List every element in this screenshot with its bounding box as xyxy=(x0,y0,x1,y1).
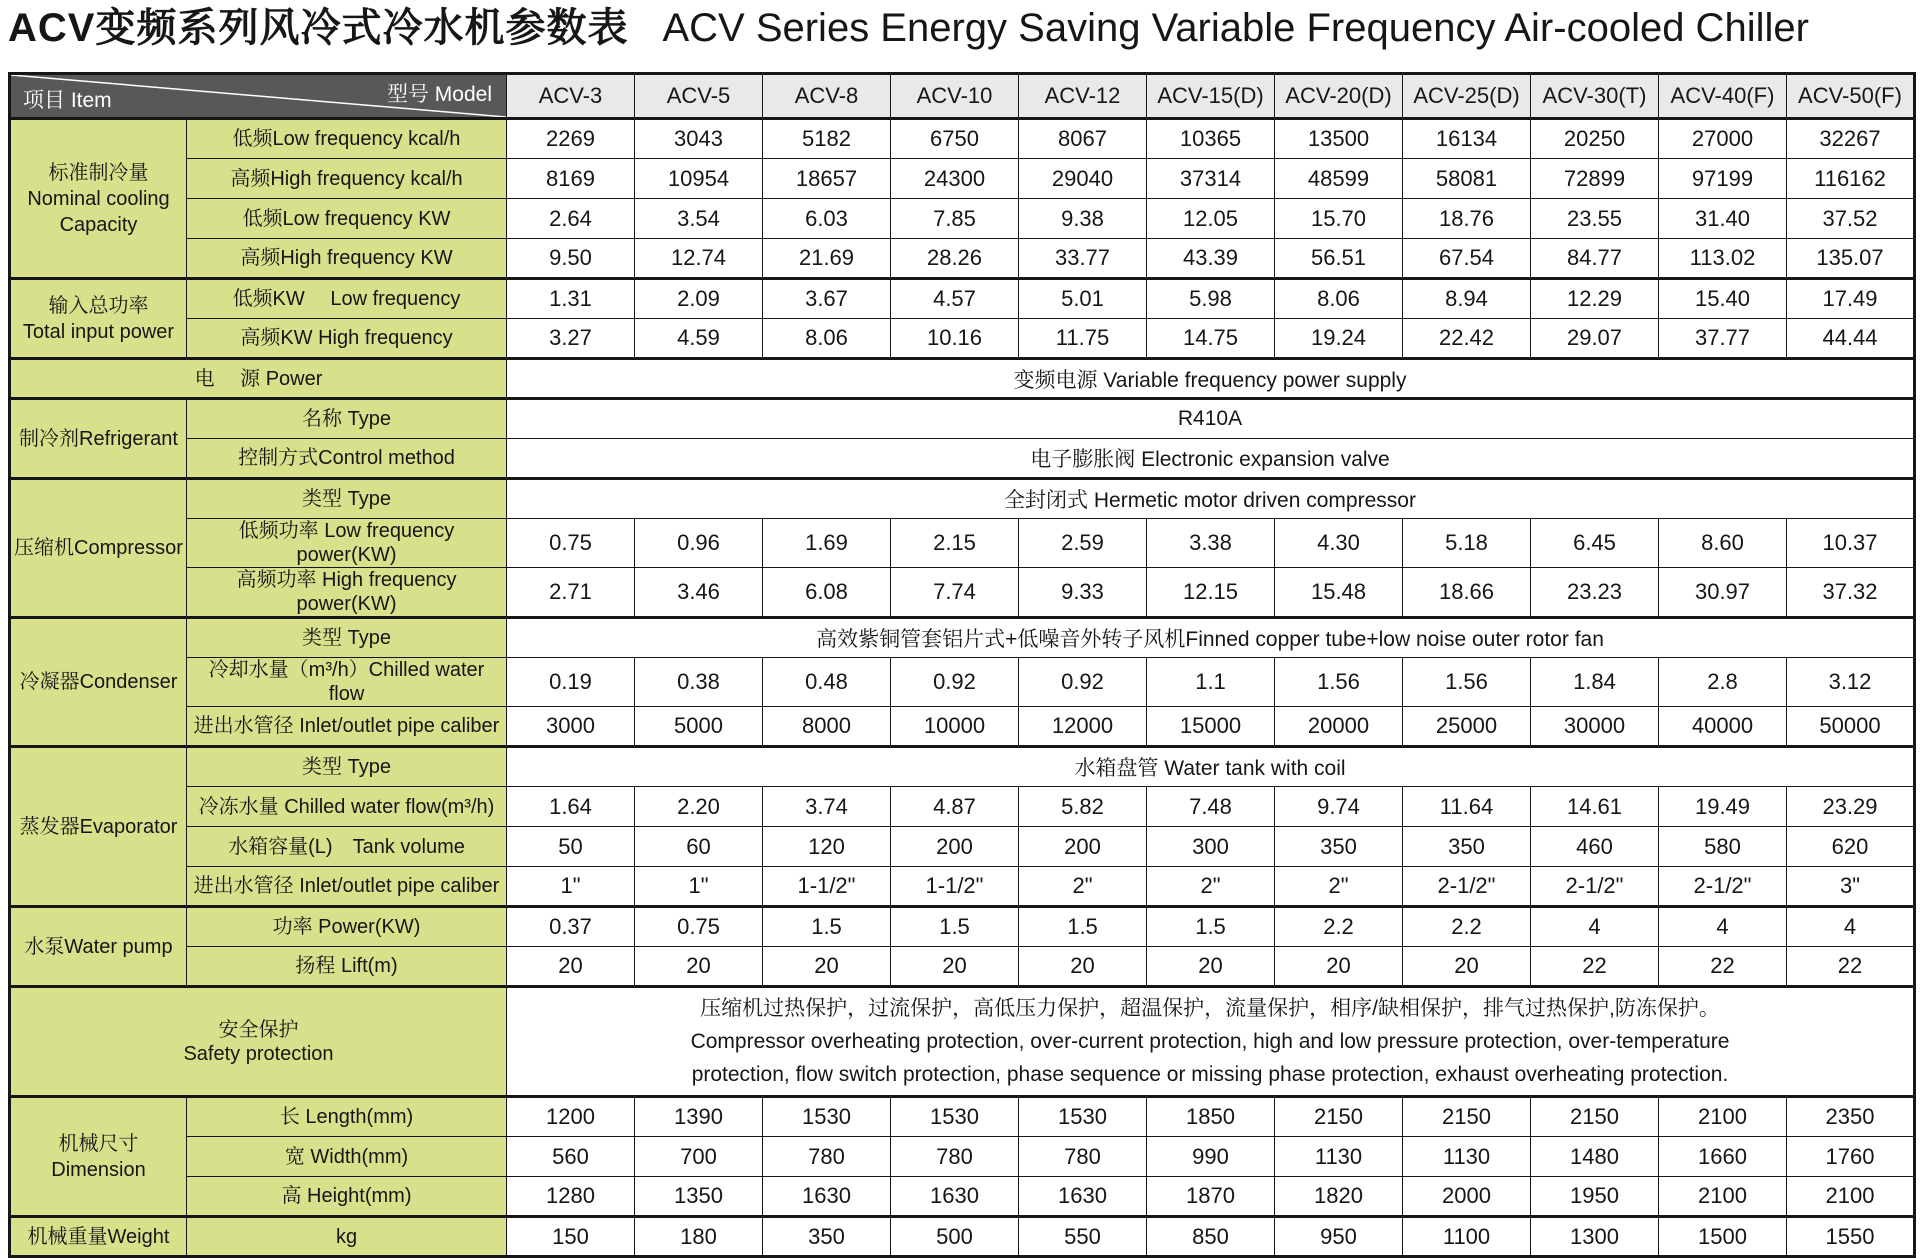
value-cell: 13500 xyxy=(1275,119,1403,159)
value-cell: 135.07 xyxy=(1787,239,1915,279)
value-cell: 1350 xyxy=(635,1177,763,1217)
value-cell: 16134 xyxy=(1403,119,1531,159)
model-header-cell: ACV-8 xyxy=(763,74,891,119)
value-cell: 500 xyxy=(891,1217,1019,1257)
value-cell: 2.59 xyxy=(1019,519,1147,568)
value-cell: 2150 xyxy=(1403,1097,1531,1137)
value-cell: 6.03 xyxy=(763,199,891,239)
value-cell: 23.29 xyxy=(1787,787,1915,827)
value-cell: 3.46 xyxy=(635,568,763,618)
value-cell: 9.38 xyxy=(1019,199,1147,239)
value-cell: 10000 xyxy=(891,707,1019,747)
value-cell: 4 xyxy=(1787,907,1915,947)
value-cell: 22 xyxy=(1531,947,1659,987)
merged-value-cell: 变频电源 Variable frequency power supply xyxy=(507,359,1915,399)
value-cell: 780 xyxy=(1019,1137,1147,1177)
table-row xyxy=(10,1177,1915,1217)
row-label-cell: 进出水管径 Inlet/outlet pipe caliber xyxy=(187,707,507,747)
value-cell: 700 xyxy=(635,1137,763,1177)
value-cell: 1-1/2" xyxy=(763,867,891,907)
merged-value-cell: 水箱盘管 Water tank with coil xyxy=(507,747,1915,787)
value-cell: 2.2 xyxy=(1275,907,1403,947)
table-row xyxy=(10,827,1915,867)
value-cell: 20 xyxy=(1147,947,1275,987)
value-cell: 5.01 xyxy=(1019,279,1147,319)
value-cell: 1630 xyxy=(1019,1177,1147,1217)
table-row xyxy=(10,1097,1915,1137)
row-label-cell: 高频High frequency KW xyxy=(187,239,507,279)
value-cell: 2.09 xyxy=(635,279,763,319)
group-label-cell: 制冷剂Refrigerant xyxy=(10,399,187,479)
group-label-cell: 冷凝器Condenser xyxy=(10,618,187,747)
value-cell: 8.94 xyxy=(1403,279,1531,319)
value-cell: 2-1/2" xyxy=(1531,867,1659,907)
value-cell: 2100 xyxy=(1787,1177,1915,1217)
value-cell: 25000 xyxy=(1403,707,1531,747)
value-cell: 350 xyxy=(1403,827,1531,867)
table-row xyxy=(10,199,1915,239)
group-label-cell: 水泵Water pump xyxy=(10,907,187,987)
value-cell: 50 xyxy=(507,827,635,867)
spec-table xyxy=(8,72,1916,1258)
row-label-cell: 功率 Power(KW) xyxy=(187,907,507,947)
row-label-cell: 进出水管径 Inlet/outlet pipe caliber xyxy=(187,867,507,907)
table-row xyxy=(10,658,1915,707)
value-cell: 20 xyxy=(891,947,1019,987)
value-cell: 2150 xyxy=(1275,1097,1403,1137)
value-cell: 72899 xyxy=(1531,159,1659,199)
table-row xyxy=(10,867,1915,907)
model-header-cell: ACV-25(D) xyxy=(1403,74,1531,119)
value-cell: 32267 xyxy=(1787,119,1915,159)
value-cell: 1530 xyxy=(763,1097,891,1137)
value-cell: 20 xyxy=(763,947,891,987)
value-cell: 2-1/2" xyxy=(1403,867,1531,907)
value-cell: 15000 xyxy=(1147,707,1275,747)
group-label-cell: 机械重量Weight xyxy=(10,1217,187,1257)
value-cell: 2.2 xyxy=(1403,907,1531,947)
table-row xyxy=(10,987,1915,1097)
value-cell: 22.42 xyxy=(1403,319,1531,359)
table-row xyxy=(10,618,1915,658)
value-cell: 1.56 xyxy=(1275,658,1403,707)
row-label-cell: 低频KW Low frequency xyxy=(187,279,507,319)
row-label-cell: 冷却水量（m³/h）Chilled water flow xyxy=(187,658,507,707)
value-cell: 4.87 xyxy=(891,787,1019,827)
value-cell: 5000 xyxy=(635,707,763,747)
value-cell: 2.20 xyxy=(635,787,763,827)
model-header-cell: ACV-50(F) xyxy=(1787,74,1915,119)
row-label-cell: 低频Low frequency KW xyxy=(187,199,507,239)
group-label-cell: 输入总功率 Total input power xyxy=(10,279,187,359)
value-cell: 20 xyxy=(1275,947,1403,987)
merged-value-cell: 高效紫铜管套铝片式+低噪音外转子风机Finned copper tube+low noise outer rotor fan xyxy=(507,618,1915,658)
value-cell: 22 xyxy=(1787,947,1915,987)
model-header-cell: ACV-3 xyxy=(507,74,635,119)
value-cell: 7.74 xyxy=(891,568,1019,618)
page-title xyxy=(8,0,1809,56)
value-cell: 2" xyxy=(1147,867,1275,907)
value-cell: 8000 xyxy=(763,707,891,747)
value-cell: 37.32 xyxy=(1787,568,1915,618)
value-cell: 67.54 xyxy=(1403,239,1531,279)
value-cell: 15.48 xyxy=(1275,568,1403,618)
table-row xyxy=(10,747,1915,787)
table-row xyxy=(10,568,1915,618)
value-cell: 17.49 xyxy=(1787,279,1915,319)
value-cell: 1390 xyxy=(635,1097,763,1137)
value-cell: 29040 xyxy=(1019,159,1147,199)
value-cell: 116162 xyxy=(1787,159,1915,199)
page-title-chinese: ACV变频系列风冷式冷水机参数表 xyxy=(8,6,629,50)
table-row xyxy=(10,239,1915,279)
value-cell: 12.29 xyxy=(1531,279,1659,319)
model-header-cell: ACV-40(F) xyxy=(1659,74,1787,119)
value-cell: 1630 xyxy=(763,1177,891,1217)
value-cell: 1.1 xyxy=(1147,658,1275,707)
row-label-cell: 类型 Type xyxy=(187,747,507,787)
value-cell: 10954 xyxy=(635,159,763,199)
value-cell: 20 xyxy=(635,947,763,987)
value-cell: 56.51 xyxy=(1275,239,1403,279)
value-cell: 6750 xyxy=(891,119,1019,159)
value-cell: 2100 xyxy=(1659,1177,1787,1217)
value-cell: 1.5 xyxy=(763,907,891,947)
value-cell: 5.82 xyxy=(1019,787,1147,827)
value-cell: 3.67 xyxy=(763,279,891,319)
value-cell: 58081 xyxy=(1403,159,1531,199)
value-cell: 1850 xyxy=(1147,1097,1275,1137)
value-cell: 0.96 xyxy=(635,519,763,568)
value-cell: 9.74 xyxy=(1275,787,1403,827)
value-cell: 12.05 xyxy=(1147,199,1275,239)
row-label-cell: 高频功率 High frequency power(KW) xyxy=(187,568,507,618)
value-cell: 44.44 xyxy=(1787,319,1915,359)
value-cell: 3.38 xyxy=(1147,519,1275,568)
value-cell: 12.74 xyxy=(635,239,763,279)
value-cell: 1.64 xyxy=(507,787,635,827)
table-row xyxy=(10,787,1915,827)
table-row xyxy=(10,479,1915,519)
row-label-cell: 名称 Type xyxy=(187,399,507,439)
value-cell: 560 xyxy=(507,1137,635,1177)
value-cell: 1530 xyxy=(1019,1097,1147,1137)
value-cell: 0.38 xyxy=(635,658,763,707)
page-title-english: ACV Series Energy Saving Variable Frequency Air-cooled Chiller xyxy=(662,6,1809,50)
row-label-cell: 扬程 Lift(m) xyxy=(187,947,507,987)
merged-value-cell: R410A xyxy=(507,399,1915,439)
value-cell: 1.69 xyxy=(763,519,891,568)
table-header-row xyxy=(10,74,1915,119)
value-cell: 20 xyxy=(1019,947,1147,987)
value-cell: 1760 xyxy=(1787,1137,1915,1177)
table-row xyxy=(10,359,1915,399)
value-cell: 1130 xyxy=(1403,1137,1531,1177)
value-cell: 48599 xyxy=(1275,159,1403,199)
row-label-cell: 类型 Type xyxy=(187,618,507,658)
value-cell: 180 xyxy=(635,1217,763,1257)
value-cell: 2" xyxy=(1019,867,1147,907)
model-header-cell: ACV-10 xyxy=(891,74,1019,119)
table-row xyxy=(10,399,1915,439)
value-cell: 4.57 xyxy=(891,279,1019,319)
value-cell: 18.66 xyxy=(1403,568,1531,618)
model-header-cell: ACV-20(D) xyxy=(1275,74,1403,119)
value-cell: 23.23 xyxy=(1531,568,1659,618)
group-label-cell: 蒸发器Evaporator xyxy=(10,747,187,907)
value-cell: 33.77 xyxy=(1019,239,1147,279)
value-cell: 0.48 xyxy=(763,658,891,707)
value-cell: 18657 xyxy=(763,159,891,199)
value-cell: 97199 xyxy=(1659,159,1787,199)
corner-item-label: 项目 Item xyxy=(23,89,112,112)
value-cell: 28.26 xyxy=(891,239,1019,279)
value-cell: 113.02 xyxy=(1659,239,1787,279)
value-cell: 20 xyxy=(507,947,635,987)
value-cell: 0.75 xyxy=(507,519,635,568)
value-cell: 1500 xyxy=(1659,1217,1787,1257)
value-cell: 2100 xyxy=(1659,1097,1787,1137)
table-row xyxy=(10,119,1915,159)
value-cell: 4 xyxy=(1531,907,1659,947)
merged-value-cell: 压缩机过热保护，过流保护，高低压力保护，超温保护，流量保护，相序/缺相保护，排气过热保护,防冻保护。 Compressor overheating protection, over-current protection, high and low pressure protection, over-temperature protection, flow switch protection, phase sequence or missing phase protection, exhaust overheating protection. xyxy=(507,987,1915,1097)
group-label-cell: 压缩机Compressor xyxy=(10,479,187,618)
value-cell: 1630 xyxy=(891,1177,1019,1217)
value-cell: 950 xyxy=(1275,1217,1403,1257)
table-row xyxy=(10,319,1915,359)
value-cell: 4.30 xyxy=(1275,519,1403,568)
value-cell: 1200 xyxy=(507,1097,635,1137)
value-cell: 23.55 xyxy=(1531,199,1659,239)
value-cell: 15.40 xyxy=(1659,279,1787,319)
value-cell: 9.50 xyxy=(507,239,635,279)
value-cell: 350 xyxy=(763,1217,891,1257)
value-cell: 20250 xyxy=(1531,119,1659,159)
value-cell: 780 xyxy=(891,1137,1019,1177)
value-cell: 15.70 xyxy=(1275,199,1403,239)
value-cell: 2269 xyxy=(507,119,635,159)
value-cell: 2150 xyxy=(1531,1097,1659,1137)
model-header-cell: ACV-12 xyxy=(1019,74,1147,119)
value-cell: 3000 xyxy=(507,707,635,747)
table-row xyxy=(10,1217,1915,1257)
value-cell: 30.97 xyxy=(1659,568,1787,618)
value-cell: 20 xyxy=(1403,947,1531,987)
value-cell: 8169 xyxy=(507,159,635,199)
value-cell: 8.60 xyxy=(1659,519,1787,568)
value-cell: 460 xyxy=(1531,827,1659,867)
value-cell: 200 xyxy=(891,827,1019,867)
value-cell: 19.24 xyxy=(1275,319,1403,359)
value-cell: 1530 xyxy=(891,1097,1019,1137)
row-label-cell: 高频KW High frequency xyxy=(187,319,507,359)
row-label-cell: 高频High frequency kcal/h xyxy=(187,159,507,199)
row-label-cell: 低频Low frequency kcal/h xyxy=(187,119,507,159)
group-label-cell: 机械尺寸Dimension xyxy=(10,1097,187,1217)
value-cell: 0.19 xyxy=(507,658,635,707)
value-cell: 12.15 xyxy=(1147,568,1275,618)
value-cell: 37.52 xyxy=(1787,199,1915,239)
row-label-cell: 长 Length(mm) xyxy=(187,1097,507,1137)
corner-cell xyxy=(10,74,507,119)
value-cell: 84.77 xyxy=(1531,239,1659,279)
value-cell: 4 xyxy=(1659,907,1787,947)
value-cell: 18.76 xyxy=(1403,199,1531,239)
model-header-cell: ACV-5 xyxy=(635,74,763,119)
value-cell: 1100 xyxy=(1403,1217,1531,1257)
value-cell: 31.40 xyxy=(1659,199,1787,239)
value-cell: 4.59 xyxy=(635,319,763,359)
value-cell: 0.92 xyxy=(891,658,1019,707)
value-cell: 19.49 xyxy=(1659,787,1787,827)
row-label-cell: 高 Height(mm) xyxy=(187,1177,507,1217)
value-cell: 8.06 xyxy=(763,319,891,359)
value-cell: 0.75 xyxy=(635,907,763,947)
value-cell: 1" xyxy=(635,867,763,907)
table-row xyxy=(10,519,1915,568)
merged-value-cell: 全封闭式 Hermetic motor driven compressor xyxy=(507,479,1915,519)
value-cell: 550 xyxy=(1019,1217,1147,1257)
value-cell: 1950 xyxy=(1531,1177,1659,1217)
spec-table-body xyxy=(10,119,1915,1257)
value-cell: 2" xyxy=(1275,867,1403,907)
value-cell: 43.39 xyxy=(1147,239,1275,279)
value-cell: 1.5 xyxy=(1147,907,1275,947)
value-cell: 2.15 xyxy=(891,519,1019,568)
value-cell: 1.84 xyxy=(1531,658,1659,707)
value-cell: 30000 xyxy=(1531,707,1659,747)
row-label-cell: 冷冻水量 Chilled water flow(m³/h) xyxy=(187,787,507,827)
value-cell: 2.64 xyxy=(507,199,635,239)
value-cell: 1.31 xyxy=(507,279,635,319)
value-cell: 850 xyxy=(1147,1217,1275,1257)
value-cell: 2.71 xyxy=(507,568,635,618)
value-cell: 8.06 xyxy=(1275,279,1403,319)
value-cell: 6.45 xyxy=(1531,519,1659,568)
value-cell: 5.18 xyxy=(1403,519,1531,568)
value-cell: 22 xyxy=(1659,947,1787,987)
value-cell: 990 xyxy=(1147,1137,1275,1177)
value-cell: 5182 xyxy=(763,119,891,159)
value-cell: 37314 xyxy=(1147,159,1275,199)
value-cell: 2.8 xyxy=(1659,658,1787,707)
value-cell: 1550 xyxy=(1787,1217,1915,1257)
value-cell: 7.85 xyxy=(891,199,1019,239)
value-cell: 0.37 xyxy=(507,907,635,947)
table-row xyxy=(10,907,1915,947)
value-cell: 10.37 xyxy=(1787,519,1915,568)
value-cell: 3.12 xyxy=(1787,658,1915,707)
value-cell: 21.69 xyxy=(763,239,891,279)
value-cell: 5.98 xyxy=(1147,279,1275,319)
table-row xyxy=(10,947,1915,987)
row-label-cell: kg xyxy=(187,1217,507,1257)
value-cell: 300 xyxy=(1147,827,1275,867)
value-cell: 200 xyxy=(1019,827,1147,867)
value-cell: 2-1/2" xyxy=(1659,867,1787,907)
value-cell: 1660 xyxy=(1659,1137,1787,1177)
row-label-cell: 控制方式Control method xyxy=(187,439,507,479)
value-cell: 9.33 xyxy=(1019,568,1147,618)
value-cell: 37.77 xyxy=(1659,319,1787,359)
value-cell: 1300 xyxy=(1531,1217,1659,1257)
row-label-cell: 类型 Type xyxy=(187,479,507,519)
value-cell: 1.5 xyxy=(891,907,1019,947)
value-cell: 350 xyxy=(1275,827,1403,867)
row-label-cell: 水箱容量(L) Tank volume xyxy=(187,827,507,867)
value-cell: 11.64 xyxy=(1403,787,1531,827)
corner-model-label: 型号 Model xyxy=(386,83,492,106)
value-cell: 8067 xyxy=(1019,119,1147,159)
value-cell: 29.07 xyxy=(1531,319,1659,359)
value-cell: 1820 xyxy=(1275,1177,1403,1217)
table-row xyxy=(10,439,1915,479)
value-cell: 12000 xyxy=(1019,707,1147,747)
model-header-cell: ACV-15(D) xyxy=(1147,74,1275,119)
value-cell: 1" xyxy=(507,867,635,907)
value-cell: 120 xyxy=(763,827,891,867)
value-cell: 11.75 xyxy=(1019,319,1147,359)
model-header-cell: ACV-30(T) xyxy=(1531,74,1659,119)
value-cell: 27000 xyxy=(1659,119,1787,159)
value-cell: 780 xyxy=(763,1137,891,1177)
merged-value-cell: 电子膨胀阀 Electronic expansion valve xyxy=(507,439,1915,479)
value-cell: 1-1/2" xyxy=(891,867,1019,907)
value-cell: 2350 xyxy=(1787,1097,1915,1137)
value-cell: 1870 xyxy=(1147,1177,1275,1217)
value-cell: 60 xyxy=(635,827,763,867)
value-cell: 3.54 xyxy=(635,199,763,239)
value-cell: 150 xyxy=(507,1217,635,1257)
value-cell: 3043 xyxy=(635,119,763,159)
value-cell: 10.16 xyxy=(891,319,1019,359)
table-row xyxy=(10,1137,1915,1177)
value-cell: 10365 xyxy=(1147,119,1275,159)
value-cell: 1.5 xyxy=(1019,907,1147,947)
value-cell: 580 xyxy=(1659,827,1787,867)
row-label-cell: 低频功率 Low frequency power(KW) xyxy=(187,519,507,568)
value-cell: 6.08 xyxy=(763,568,891,618)
table-row xyxy=(10,707,1915,747)
value-cell: 3.74 xyxy=(763,787,891,827)
value-cell: 1280 xyxy=(507,1177,635,1217)
group-label-cell: 标准制冷量 Nominal cooling Capacity xyxy=(10,119,187,279)
value-cell: 1.56 xyxy=(1403,658,1531,707)
value-cell: 40000 xyxy=(1659,707,1787,747)
value-cell: 14.75 xyxy=(1147,319,1275,359)
value-cell: 14.61 xyxy=(1531,787,1659,827)
value-cell: 0.92 xyxy=(1019,658,1147,707)
value-cell: 1480 xyxy=(1531,1137,1659,1177)
value-cell: 3" xyxy=(1787,867,1915,907)
value-cell: 620 xyxy=(1787,827,1915,867)
row-label-cell: 安全保护 Safety protection xyxy=(10,987,507,1097)
value-cell: 1130 xyxy=(1275,1137,1403,1177)
row-label-cell: 电 源 Power xyxy=(10,359,507,399)
value-cell: 20000 xyxy=(1275,707,1403,747)
row-label-cell: 宽 Width(mm) xyxy=(187,1137,507,1177)
table-row xyxy=(10,279,1915,319)
value-cell: 24300 xyxy=(891,159,1019,199)
value-cell: 50000 xyxy=(1787,707,1915,747)
table-row xyxy=(10,159,1915,199)
value-cell: 3.27 xyxy=(507,319,635,359)
value-cell: 2000 xyxy=(1403,1177,1531,1217)
value-cell: 7.48 xyxy=(1147,787,1275,827)
